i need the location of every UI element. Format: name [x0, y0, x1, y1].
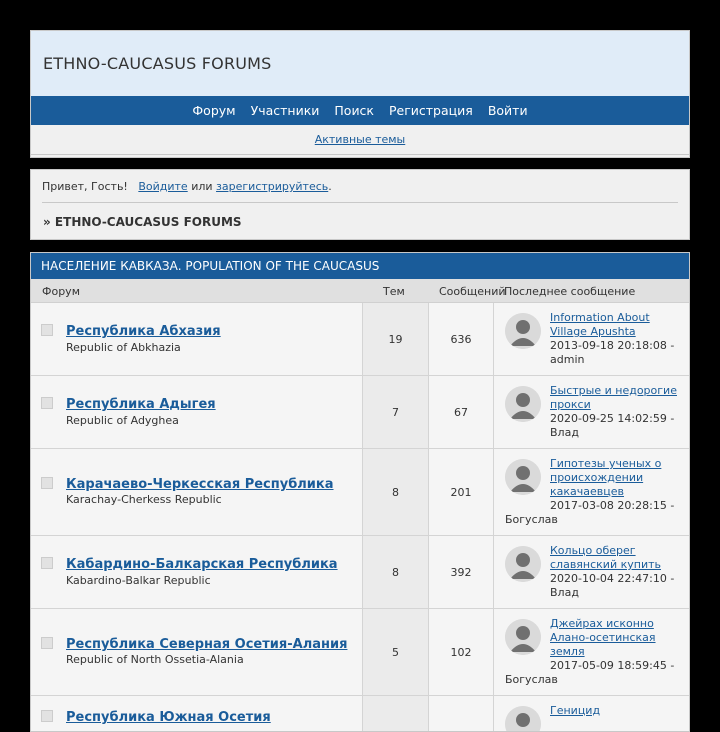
last-post-date: 2017-05-09 18:59:45 [550, 659, 667, 672]
board-row [31, 449, 689, 536]
sub-nav [31, 125, 689, 155]
active-topics-link[interactable]: Активные темы [314, 133, 406, 146]
board-forum-cell [31, 376, 362, 448]
board-row [31, 696, 689, 732]
last-post-link[interactable]: Information About Village Apushta [550, 311, 650, 338]
board-row [31, 609, 689, 696]
board-topics: 5 [362, 609, 428, 695]
board-topics: 8 [362, 536, 428, 608]
board-posts: 102 [428, 609, 493, 695]
board-topics: 8 [362, 449, 428, 535]
last-post-link[interactable]: Быстрые и недорогие прокси [550, 384, 677, 411]
last-post-link[interactable]: Гипотезы ученых о происхождении какачаевцев [550, 457, 662, 498]
board-link[interactable]: Республика Южная Осетия [66, 710, 271, 725]
board-last-post [493, 303, 690, 375]
greeting-prefix: Привет, Гость! [42, 180, 128, 193]
greeting-panel [30, 169, 690, 240]
board-forum-cell [31, 609, 362, 695]
last-post-date: 2013-09-18 20:18:08 [550, 339, 667, 352]
last-post-date: 2020-10-04 22:47:10 [550, 572, 667, 585]
last-post-author: Влад [550, 426, 579, 439]
nav-forum[interactable]: Форум [192, 103, 236, 118]
board-forum-cell [31, 449, 362, 535]
last-post-link[interactable]: Геницид [550, 704, 601, 717]
last-post-info: Гипотезы ученых о происхождении какачаевцев 2017-03-08 20:28:15 - Богуслав [505, 457, 675, 526]
last-post-date: 2020-09-25 14:02:59 [550, 412, 667, 425]
board-forum-cell [31, 536, 362, 608]
last-post-author: Богуслав [505, 513, 558, 526]
board-status-icon [41, 324, 53, 336]
board-last-post [493, 696, 690, 732]
last-post-link[interactable]: Джейрах исконно Алано-осетинская земля [550, 617, 656, 658]
board-last-post [493, 449, 690, 535]
board-link[interactable]: Кабардино-Балкарская Республика [66, 557, 338, 572]
board-posts: 392 [428, 536, 493, 608]
board-description: Karachay-Cherkess Republic [66, 493, 222, 506]
main-nav [31, 96, 689, 125]
board-last-post [493, 609, 690, 695]
board-forum-cell [31, 696, 362, 732]
register-link[interactable]: зарегистрируйтесь [216, 180, 329, 193]
board-forum-cell [31, 303, 362, 375]
nav-login[interactable]: Войти [487, 103, 528, 118]
board-topics: 19 [362, 303, 428, 375]
board-topics: 7 [362, 376, 428, 448]
board-link[interactable]: Карачаево-Черкесская Республика [66, 477, 334, 492]
board-last-post [493, 536, 690, 608]
site-title-bar [31, 31, 689, 96]
board-link[interactable]: Республика Абхазия [66, 324, 221, 339]
board-posts: 636 [428, 303, 493, 375]
board-status-icon [41, 397, 53, 409]
board-status-icon [41, 477, 53, 489]
last-post-link[interactable]: Кольцо оберег славянский купить [550, 544, 661, 571]
last-post-info: Джейрах исконно Алано-осетинская земля 2017-05-09 18:59:45 - Богуслав [505, 617, 675, 686]
site-title: ETHNO-CAUCASUS FORUMS [43, 54, 272, 73]
greeting-suffix: . [328, 180, 332, 193]
login-link[interactable]: Войдите [138, 180, 188, 193]
last-post-author: Богуслав [505, 673, 558, 686]
board-status-icon [41, 637, 53, 649]
last-post-author: Влад [550, 586, 579, 599]
last-post-date: 2017-03-08 20:28:15 [550, 499, 667, 512]
column-posts: Сообщений [439, 285, 506, 298]
board-link[interactable]: Республика Северная Осетия-Алания [66, 637, 348, 652]
column-last-post: Последнее сообщение [504, 285, 636, 298]
board-description: Republic of Abkhazia [66, 341, 181, 354]
nav-search[interactable]: Поиск [334, 103, 374, 118]
greeting-divider [42, 202, 678, 203]
last-post-info: Кольцо оберег славянский купить 2020-10-04 22:47:10 - Влад [550, 544, 675, 599]
board-status-icon [41, 557, 53, 569]
board-description: Republic of North Ossetia-Alania [66, 653, 244, 666]
breadcrumb: » ETHNO-CAUCASUS FORUMS [43, 215, 242, 229]
board-row [31, 536, 689, 609]
category-panel [30, 252, 690, 732]
last-post-info [505, 704, 685, 718]
board-description: Kabardino-Balkar Republic [66, 574, 211, 587]
board-posts: 67 [428, 376, 493, 448]
board-topics [362, 696, 428, 732]
nav-register[interactable]: Регистрация [388, 103, 473, 118]
column-topics: Тем [383, 285, 405, 298]
column-headers [31, 279, 689, 303]
greeting-or: или [191, 180, 213, 193]
board-status-icon [41, 710, 53, 722]
last-post-info: Information About Village Apushta 2013-09-18 20:18:08 - admin [550, 311, 675, 366]
board-row [31, 376, 689, 449]
category-title[interactable]: НАСЕЛЕНИЕ КАВКАЗА. POPULATION OF THE CAUCASUS [31, 253, 689, 279]
board-description: Republic of Adyghea [66, 414, 179, 427]
greeting-text [42, 180, 332, 193]
board-posts [428, 696, 493, 732]
board-posts: 201 [428, 449, 493, 535]
board-last-post [493, 376, 690, 448]
header-panel [30, 30, 690, 158]
last-post-author: admin [550, 353, 585, 366]
column-forum: Форум [42, 285, 80, 298]
last-post-info: Быстрые и недорогие прокси 2020-09-25 14:02:59 - Влад [550, 384, 677, 439]
nav-members[interactable]: Участники [250, 103, 320, 118]
board-row [31, 303, 689, 376]
board-link[interactable]: Республика Адыгея [66, 397, 216, 412]
